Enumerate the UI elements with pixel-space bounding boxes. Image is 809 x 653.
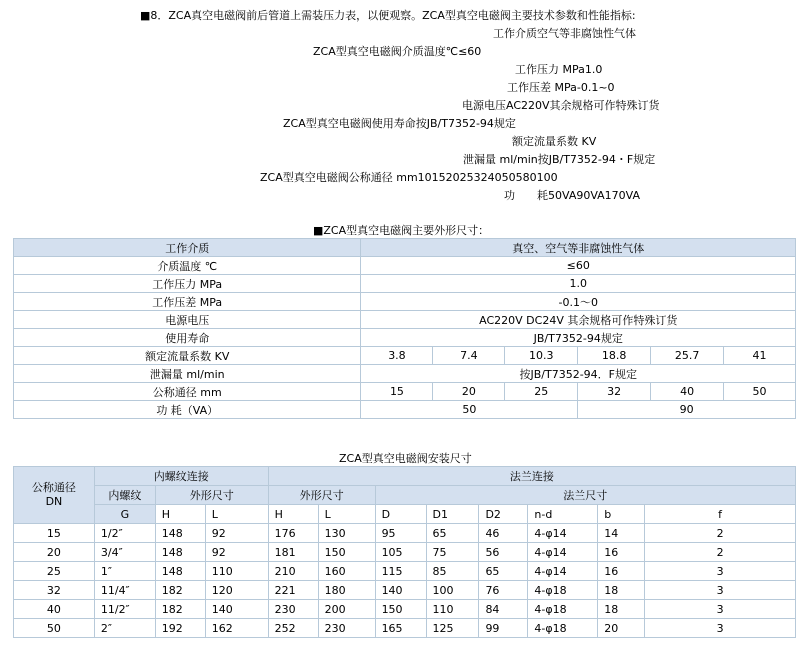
table-cell: 182	[155, 600, 205, 619]
table-row	[14, 311, 796, 329]
table-cell: 150	[318, 543, 375, 562]
table-cell: 56	[479, 543, 528, 562]
table-cell: 65	[426, 524, 479, 543]
table-cell: 100	[426, 581, 479, 600]
row-value: AC220V DC24V 其余规格可作特殊订货	[361, 311, 796, 329]
col-header: n-d	[528, 505, 598, 524]
row-label: 使用寿命	[14, 329, 361, 347]
table-cell: 230	[268, 600, 318, 619]
table-cell: 120	[205, 581, 268, 600]
table-header-row	[14, 505, 796, 524]
table-cell: 4-φ18	[528, 619, 598, 638]
table-row	[14, 600, 796, 619]
table-cell: 99	[479, 619, 528, 638]
table-cell: 210	[268, 562, 318, 581]
intro-line: 泄漏量 ml/min按JB/T7352-94・F规定	[463, 153, 656, 166]
row-value: 按JB/T7352-94．F规定	[361, 365, 796, 383]
row-label: 功 耗（VA）	[14, 401, 361, 419]
table-cell: 18	[598, 581, 645, 600]
table-cell: 148	[155, 543, 205, 562]
table-cell: 252	[268, 619, 318, 638]
table-cell: 2	[645, 543, 796, 562]
power-value: 90	[578, 401, 796, 419]
intro-line: 功 耗50VA90VA170VA	[504, 189, 641, 202]
col-header: H	[268, 505, 318, 524]
table-cell: 4-φ14	[528, 524, 598, 543]
table-cell: 92	[205, 543, 268, 562]
intro-line: ZCA型真空电磁阀介质温度℃≤60	[313, 45, 482, 58]
intro-line: ZCA型真空电磁阀使用寿命按JB/T7352-94规定	[283, 117, 516, 130]
table-cell: 110	[205, 562, 268, 581]
table-row	[14, 619, 796, 638]
kv-value: 41	[724, 347, 796, 365]
header-outer-dim: 外形尺寸	[155, 486, 268, 505]
col-header: H	[155, 505, 205, 524]
row-label: 公称通径 mm	[14, 383, 361, 401]
table-cell: 181	[268, 543, 318, 562]
row-value: 真空、空气等非腐蚀性气体	[361, 239, 796, 257]
header-flange-dim: 法兰尺寸	[375, 486, 795, 505]
col-header: f	[645, 505, 796, 524]
row-label: 电源电压	[14, 311, 361, 329]
table-cell: 14	[598, 524, 645, 543]
table-row	[14, 562, 796, 581]
table-cell: 3	[645, 600, 796, 619]
power-value: 50	[361, 401, 578, 419]
table-cell: 11/4″	[94, 581, 155, 600]
intro-line: ZCA型真空电磁阀公称通径 mm10152025324050580100	[260, 171, 558, 184]
table-cell: 4-φ14	[528, 562, 598, 581]
row-label: 工作压差 MPa	[14, 293, 361, 311]
header-thread: 内螺纹	[94, 486, 155, 505]
install-table-title: ZCA型真空电磁阀安装尺寸	[339, 452, 472, 465]
table-cell: 180	[318, 581, 375, 600]
table-header-row	[14, 467, 796, 486]
table-cell: 1″	[94, 562, 155, 581]
kv-value: 10.3	[505, 347, 578, 365]
intro-line: 电源电压AC220V其余规格可作特殊订货	[462, 99, 660, 112]
table-cell: 2	[645, 524, 796, 543]
table-cell: 65	[479, 562, 528, 581]
table-cell: 20	[14, 543, 95, 562]
kv-value: 18.8	[578, 347, 651, 365]
dn-value: 32	[578, 383, 651, 401]
table-cell: 18	[598, 600, 645, 619]
spec-table-title: ■ZCA型真空电磁阀主要外形尺寸：	[313, 224, 490, 237]
dn-value: 50	[724, 383, 796, 401]
table-cell: 20	[598, 619, 645, 638]
row-label: 额定流量系数 KV	[14, 347, 361, 365]
table-row	[14, 365, 796, 383]
kv-value: 25.7	[651, 347, 724, 365]
table-header-row	[14, 486, 796, 505]
row-label: 泄漏量 ml/min	[14, 365, 361, 383]
table-row	[14, 329, 796, 347]
header-dn: 公称通径 DN	[14, 467, 95, 524]
spec-table	[13, 238, 796, 419]
table-cell: 2″	[94, 619, 155, 638]
dn-value: 15	[361, 383, 433, 401]
table-cell: 165	[375, 619, 426, 638]
table-cell: 221	[268, 581, 318, 600]
table-cell: 140	[375, 581, 426, 600]
row-label: 工作介质	[14, 239, 361, 257]
row-value: -0.1～0	[361, 293, 796, 311]
table-cell: 150	[375, 600, 426, 619]
table-row	[14, 524, 796, 543]
dn-value: 25	[505, 383, 578, 401]
table-cell: 76	[479, 581, 528, 600]
table-cell: 4-φ14	[528, 543, 598, 562]
install-table	[13, 466, 796, 638]
table-cell: 1/2″	[94, 524, 155, 543]
table-cell: 140	[205, 600, 268, 619]
intro-line: 额定流量系数 KV	[512, 135, 597, 148]
table-cell: 130	[318, 524, 375, 543]
row-label: 工作压力 MPa	[14, 275, 361, 293]
table-row	[14, 239, 796, 257]
col-header: b	[598, 505, 645, 524]
table-cell: 115	[375, 562, 426, 581]
table-cell: 4-φ18	[528, 600, 598, 619]
intro-line: 工作压差 MPa-0.1~0	[507, 81, 615, 94]
table-row	[14, 347, 796, 365]
table-cell: 15	[14, 524, 95, 543]
header-thread-conn: 内螺纹连接	[94, 467, 268, 486]
table-cell: 182	[155, 581, 205, 600]
table-cell: 46	[479, 524, 528, 543]
table-cell: 11/2″	[94, 600, 155, 619]
table-cell: 16	[598, 543, 645, 562]
kv-value: 3.8	[361, 347, 433, 365]
table-cell: 230	[318, 619, 375, 638]
table-row	[14, 581, 796, 600]
intro-heading: ■8．ZCA真空电磁阀前后管道上需装压力表，以便观察。ZCA型真空电磁阀主要技术参数和性能指标:	[140, 9, 636, 22]
col-header: D2	[479, 505, 528, 524]
table-cell: 125	[426, 619, 479, 638]
table-cell: 176	[268, 524, 318, 543]
kv-value: 7.4	[433, 347, 505, 365]
header-flange-outer-dim: 外形尺寸	[268, 486, 375, 505]
table-cell: 148	[155, 524, 205, 543]
col-header: G	[94, 505, 155, 524]
table-cell: 148	[155, 562, 205, 581]
col-header: L	[318, 505, 375, 524]
table-row	[14, 401, 796, 419]
table-cell: 75	[426, 543, 479, 562]
table-cell: 84	[479, 600, 528, 619]
table-cell: 95	[375, 524, 426, 543]
table-cell: 192	[155, 619, 205, 638]
col-header: L	[205, 505, 268, 524]
table-cell: 160	[318, 562, 375, 581]
row-label: 介质温度 ℃	[14, 257, 361, 275]
table-cell: 85	[426, 562, 479, 581]
table-cell: 200	[318, 600, 375, 619]
col-header: D	[375, 505, 426, 524]
table-row	[14, 543, 796, 562]
intro-line: 工作压力 MPa1.0	[515, 63, 603, 76]
table-cell: 3	[645, 619, 796, 638]
table-row	[14, 383, 796, 401]
dn-value: 40	[651, 383, 724, 401]
intro-line: 工作介质空气等非腐蚀性气体	[493, 27, 636, 40]
table-cell: 3/4″	[94, 543, 155, 562]
table-row	[14, 275, 796, 293]
table-cell: 50	[14, 619, 95, 638]
table-cell: 25	[14, 562, 95, 581]
col-header: D1	[426, 505, 479, 524]
table-cell: 32	[14, 581, 95, 600]
table-cell: 3	[645, 562, 796, 581]
row-value: 1.0	[361, 275, 796, 293]
row-value: JB/T7352-94规定	[361, 329, 796, 347]
table-row	[14, 293, 796, 311]
table-cell: 162	[205, 619, 268, 638]
table-cell: 92	[205, 524, 268, 543]
table-cell: 4-φ18	[528, 581, 598, 600]
row-value: ≤60	[361, 257, 796, 275]
table-cell: 40	[14, 600, 95, 619]
table-cell: 16	[598, 562, 645, 581]
header-flange-conn: 法兰连接	[268, 467, 795, 486]
dn-value: 20	[433, 383, 505, 401]
table-cell: 105	[375, 543, 426, 562]
table-row	[14, 257, 796, 275]
table-cell: 110	[426, 600, 479, 619]
table-cell: 3	[645, 581, 796, 600]
